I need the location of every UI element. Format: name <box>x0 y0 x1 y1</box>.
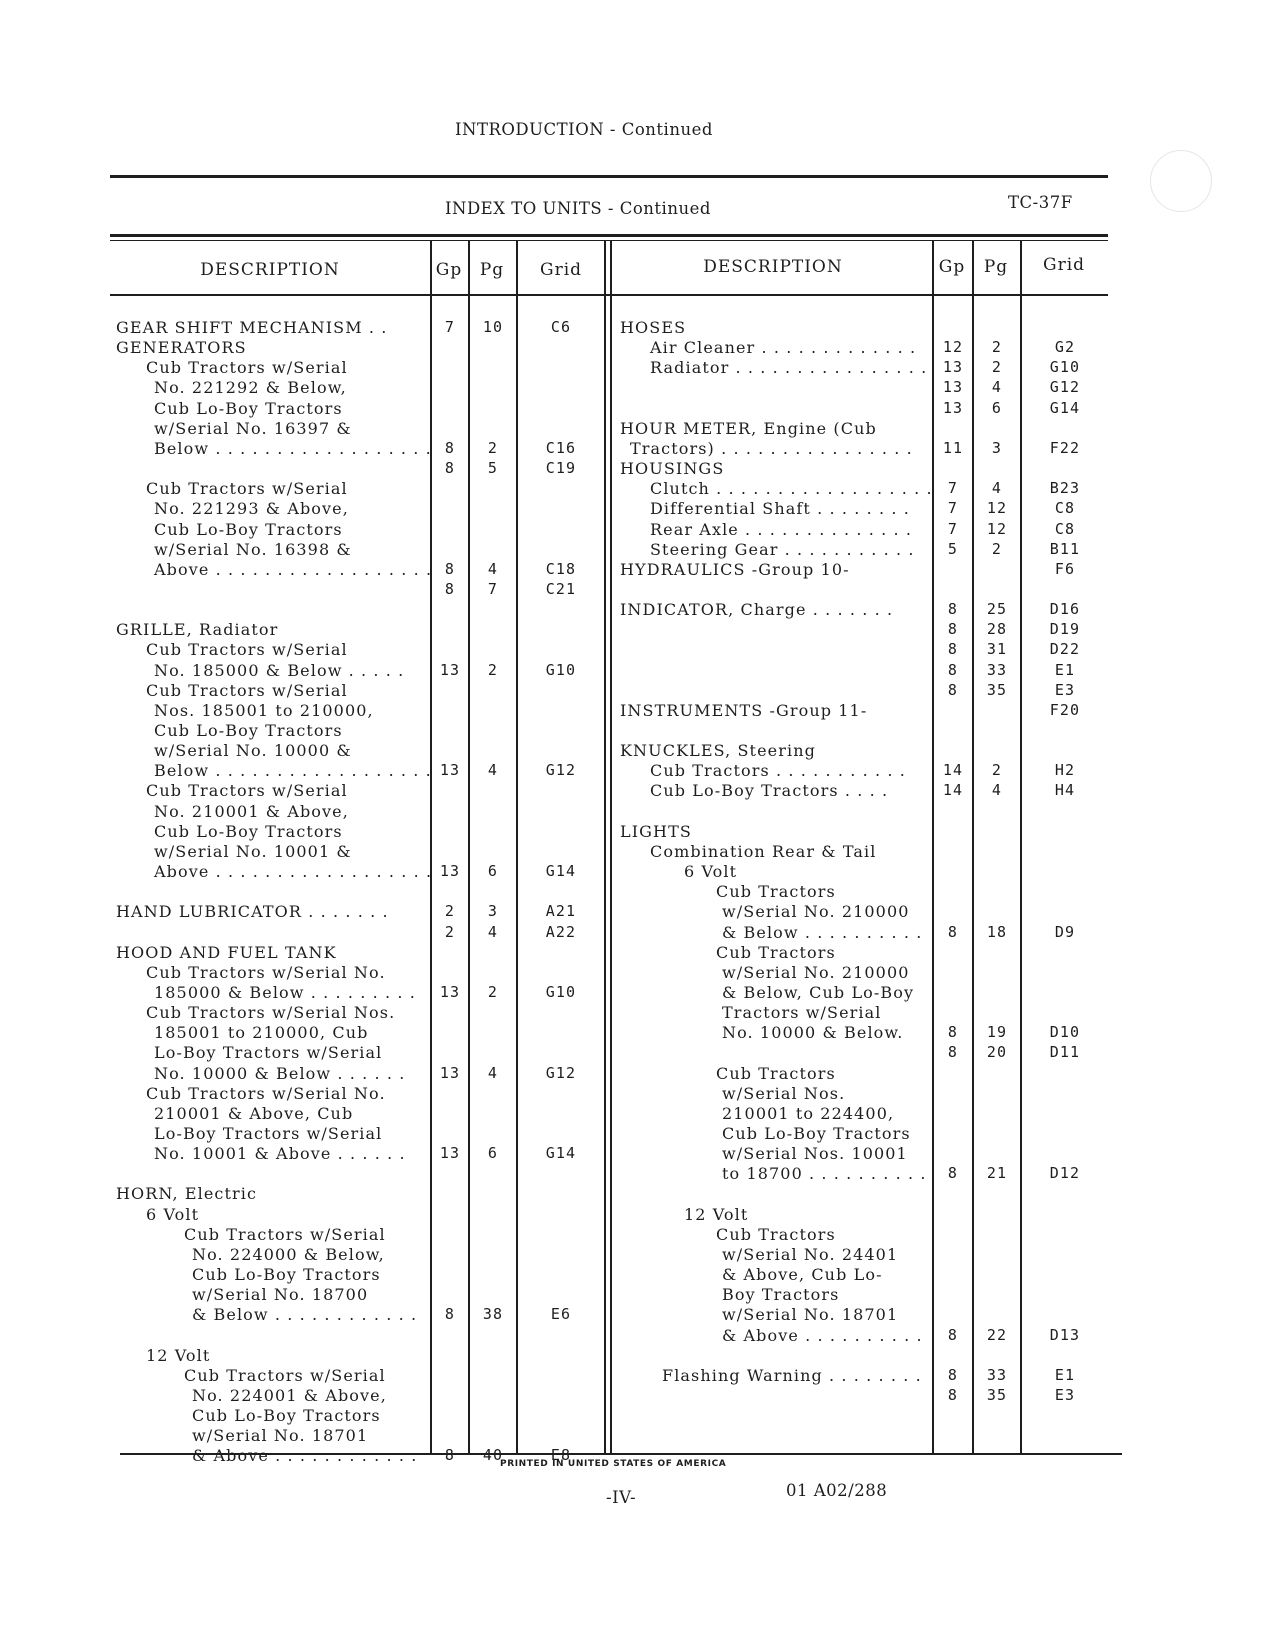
entry-description: No. 10001 & Above . . . . . . <box>154 1144 406 1164</box>
entry-description: 210001 to 224400, <box>722 1103 895 1123</box>
entry-description: & Above . . . . . . . . . . . . <box>192 1446 418 1466</box>
index-row <box>0 599 1275 620</box>
entry-pg: 38 <box>482 1305 504 1324</box>
col-header-gp-left: Gp <box>435 260 463 280</box>
entry-description: w/Serial Nos. <box>722 1083 846 1103</box>
entry-description: Cub Tractors w/Serial <box>146 680 348 700</box>
entry-description: w/Serial No. 16397 & <box>154 418 352 438</box>
entry-description: Tractors) . . . . . . . . . . . . . . . . <box>630 438 913 458</box>
entry-grid: D9 <box>1054 922 1076 941</box>
entry-description: w/Serial No. 24401 <box>722 1244 899 1264</box>
entry-gp: 7 <box>947 519 959 538</box>
index-row <box>0 1425 1275 1446</box>
entry-pg: 19 <box>986 1023 1008 1042</box>
entry-gp: 2 <box>444 902 456 921</box>
col-header-grid-left: Grid <box>539 260 583 280</box>
entry-gp: 8 <box>947 680 959 699</box>
entry-description: w/Serial No. 18700 <box>192 1285 369 1305</box>
entry-pg: 33 <box>986 1365 1008 1384</box>
entry-gp: 8 <box>444 1305 456 1324</box>
entry-grid: G2 <box>1054 338 1076 357</box>
entry-description: No. 10000 & Below . . . . . . <box>154 1063 406 1083</box>
entry-pg: 2 <box>991 539 1003 558</box>
entry-pg: 21 <box>986 1164 1008 1183</box>
entry-grid: D11 <box>1049 1043 1081 1062</box>
entry-pg: 35 <box>986 680 1008 699</box>
entry-gp: 8 <box>444 459 456 478</box>
entry-description: 185000 & Below . . . . . . . . . <box>154 982 416 1002</box>
index-row <box>0 539 1275 560</box>
index-row <box>0 1304 1275 1325</box>
index-row <box>0 1103 1275 1124</box>
entry-description: w/Serial No. 210000 <box>722 962 910 982</box>
top-rule <box>110 175 1108 178</box>
entry-gp: 13 <box>942 358 964 377</box>
entry-grid: D13 <box>1049 1325 1081 1344</box>
entry-description: HYDRAULICS -Group 10- <box>620 559 850 579</box>
entry-gp: 13 <box>942 398 964 417</box>
entry-description: Cub Lo-Boy Tractors <box>192 1265 381 1285</box>
entry-pg: 4 <box>487 922 499 941</box>
entry-gp: 14 <box>942 781 964 800</box>
col-header-gp-right: Gp <box>938 257 966 277</box>
entry-description: Clutch . . . . . . . . . . . . . . . . . . <box>650 479 933 499</box>
index-row <box>0 1284 1275 1305</box>
entry-gp: 8 <box>947 1043 959 1062</box>
entry-description: No. 224001 & Above, <box>192 1385 387 1405</box>
index-row <box>0 1143 1275 1164</box>
col-header-grid-right: Grid <box>1042 255 1086 275</box>
entry-description: Cub Tractors <box>716 942 836 962</box>
entry-grid: C21 <box>545 579 577 598</box>
entry-description: & Below . . . . . . . . . . <box>722 922 923 942</box>
entry-grid: D10 <box>1049 1023 1081 1042</box>
entry-pg: 2 <box>487 982 499 1001</box>
entry-gp: 8 <box>947 600 959 619</box>
entry-grid: F22 <box>1049 438 1081 457</box>
index-row <box>0 1022 1275 1043</box>
index-row <box>0 639 1275 660</box>
entry-description: Cub Tractors . . . . . . . . . . . <box>650 761 906 781</box>
entry-grid: C8 <box>1054 499 1076 518</box>
entry-pg: 3 <box>487 902 499 921</box>
entry-gp: 8 <box>947 640 959 659</box>
entry-gp: 13 <box>439 1144 461 1163</box>
entry-description: & Below . . . . . . . . . . . . <box>192 1305 418 1325</box>
index-row <box>0 579 1275 600</box>
entry-description: GEAR SHIFT MECHANISM . . <box>116 318 388 337</box>
entry-grid: E3 <box>1054 680 1076 699</box>
bleed-through-mark <box>1150 150 1212 212</box>
entry-description: Cub Lo-Boy Tractors . . . . <box>650 781 889 801</box>
entry-pg: 6 <box>487 1144 499 1163</box>
entry-grid: E1 <box>1054 660 1076 679</box>
entry-description: 12 Volt <box>684 1204 749 1224</box>
index-row <box>0 317 1275 338</box>
entry-grid: G10 <box>545 660 577 679</box>
index-row <box>0 680 1275 701</box>
form-number: 01 A02/288 <box>786 1481 888 1500</box>
entry-description: Rear Axle . . . . . . . . . . . . . . <box>650 519 913 539</box>
entry-grid: C6 <box>550 318 572 336</box>
index-row <box>0 418 1275 439</box>
index-row <box>0 1264 1275 1285</box>
entry-gp: 8 <box>947 620 959 639</box>
entry-gp: 12 <box>942 338 964 357</box>
entry-grid: E1 <box>1054 1365 1076 1384</box>
entry-description: Cub Lo-Boy Tractors <box>154 721 343 740</box>
entry-description: GENERATORS <box>116 338 247 358</box>
entry-description: HOUSINGS <box>620 459 725 479</box>
entry-grid: G14 <box>545 1144 577 1163</box>
entry-description: Cub Tractors <box>716 882 836 902</box>
entry-pg: 28 <box>986 620 1008 639</box>
entry-description: Cub Tractors w/Serial <box>146 640 348 660</box>
entry-description: Cub Tractors w/Serial No. <box>146 1083 386 1103</box>
header-bottom-rule <box>110 294 1108 296</box>
entry-gp: 8 <box>444 1446 456 1465</box>
entry-gp: 8 <box>947 1023 959 1042</box>
entry-description: Cub Lo-Boy Tractors <box>154 821 343 841</box>
index-row <box>0 982 1275 1003</box>
index-row <box>0 1183 1275 1204</box>
entry-grid: G10 <box>545 982 577 1001</box>
entry-grid: E3 <box>1054 1385 1076 1404</box>
index-row <box>0 1002 1275 1023</box>
index-row <box>0 1083 1275 1104</box>
entry-description: 185001 to 210000, Cub <box>154 1023 369 1043</box>
entry-description: Cub Lo-Boy Tractors <box>154 398 343 418</box>
index-row <box>0 901 1275 922</box>
entry-pg: 2 <box>991 338 1003 357</box>
entry-description: 6 Volt <box>146 1204 200 1224</box>
entry-description: 210001 & Above, Cub <box>154 1103 354 1123</box>
entry-pg: 35 <box>986 1385 1008 1404</box>
entry-description: No. 210001 & Above, <box>154 801 349 821</box>
index-row <box>0 377 1275 398</box>
index-row <box>0 1244 1275 1265</box>
entry-description: Radiator . . . . . . . . . . . . . . . . <box>650 358 928 378</box>
entry-pg: 4 <box>487 559 499 578</box>
index-row <box>0 519 1275 540</box>
entry-gp: 8 <box>947 1325 959 1344</box>
index-row <box>0 619 1275 640</box>
entry-grid: A22 <box>545 922 577 941</box>
index-row <box>0 1204 1275 1225</box>
entry-pg: 7 <box>487 579 499 598</box>
entry-description: Cub Tractors w/Serial No. <box>146 962 386 982</box>
entry-description: KNUCKLES, Steering <box>620 741 816 761</box>
entry-grid: C18 <box>545 559 577 578</box>
index-row <box>0 962 1275 983</box>
entry-grid: D16 <box>1049 600 1081 619</box>
entry-description: w/Serial No. 10000 & <box>154 741 352 761</box>
printed-notice: PRINTED IN UNITED STATES OF AMERICA <box>500 1459 727 1469</box>
entry-grid: C19 <box>545 459 577 478</box>
entry-gp: 11 <box>942 438 964 457</box>
entry-description: & Above, Cub Lo- <box>722 1265 883 1285</box>
entry-grid: F6 <box>1054 559 1076 578</box>
entry-description: Combination Rear & Tail <box>650 841 877 861</box>
entry-grid: B11 <box>1049 539 1081 558</box>
index-row <box>0 1385 1275 1406</box>
entry-description: No. 185000 & Below . . . . . <box>154 660 405 680</box>
entry-pg: 25 <box>986 600 1008 619</box>
entry-gp: 8 <box>947 1385 959 1404</box>
entry-grid: H2 <box>1054 761 1076 780</box>
index-row <box>0 1325 1275 1346</box>
entry-gp: 13 <box>439 862 461 881</box>
entry-description: Cub Lo-Boy Tractors <box>192 1406 381 1426</box>
entry-grid: G12 <box>545 761 577 780</box>
entry-description: 6 Volt <box>684 862 738 882</box>
entry-description: w/Serial No. 210000 <box>722 902 910 922</box>
entry-description: Cub Tractors w/Serial <box>184 1224 386 1244</box>
entry-grid: E8 <box>550 1446 572 1465</box>
index-row <box>0 559 1275 580</box>
entry-description: Air Cleaner . . . . . . . . . . . . . <box>650 338 917 358</box>
entry-description: Steering Gear . . . . . . . . . . . <box>650 539 915 559</box>
entry-pg: 2 <box>487 660 499 679</box>
table-top-rule-2 <box>110 240 1108 241</box>
index-row <box>0 438 1275 459</box>
entry-description: w/Serial No. 18701 <box>192 1426 369 1446</box>
entry-pg: 12 <box>986 499 1008 518</box>
entry-description: & Below, Cub Lo-Boy <box>722 982 915 1002</box>
entry-description: Cub Tractors <box>716 1224 836 1244</box>
index-row <box>0 942 1275 963</box>
entry-gp: 7 <box>947 479 959 498</box>
entry-gp: 8 <box>947 1164 959 1183</box>
entry-description: No. 224000 & Below, <box>192 1244 385 1264</box>
index-row <box>0 1345 1275 1366</box>
index-row <box>0 740 1275 761</box>
entry-description: w/Serial No. 10001 & <box>154 841 352 861</box>
index-row <box>0 801 1275 822</box>
index-row <box>0 700 1275 721</box>
entry-gp: 8 <box>444 579 456 598</box>
index-row <box>0 1163 1275 1184</box>
entry-description: Nos. 185001 to 210000, <box>154 700 374 720</box>
table-top-rule <box>110 234 1108 237</box>
entry-grid: G14 <box>545 862 577 881</box>
entry-gp: 8 <box>444 438 456 457</box>
entry-pg: 31 <box>986 640 1008 659</box>
col-header-pg-left: Pg <box>479 260 505 280</box>
entry-description: to 18700 . . . . . . . . . . <box>722 1164 927 1184</box>
entry-description: INSTRUMENTS -Group 11- <box>620 700 868 720</box>
entry-description: Boy Tractors <box>722 1285 840 1305</box>
entry-gp: 8 <box>947 660 959 679</box>
entry-gp: 5 <box>947 539 959 558</box>
entry-description: Cub Lo-Boy Tractors <box>154 519 343 539</box>
entry-description: HAND LUBRICATOR . . . . . . . <box>116 902 389 922</box>
col-header-description-left: DESCRIPTION <box>200 260 340 280</box>
entry-description: HOSES <box>620 318 687 337</box>
entry-pg: 6 <box>991 398 1003 417</box>
entry-pg: 2 <box>991 761 1003 780</box>
section-title: INTRODUCTION - Continued <box>455 120 713 139</box>
entry-grid: D19 <box>1049 620 1081 639</box>
entry-grid: E6 <box>550 1305 572 1324</box>
index-row <box>0 1042 1275 1063</box>
index-row <box>0 922 1275 943</box>
entry-description: Below . . . . . . . . . . . . . . . . . . <box>154 761 432 781</box>
entry-pg: 5 <box>487 459 499 478</box>
entry-grid: D12 <box>1049 1164 1081 1183</box>
col-header-pg-right: Pg <box>983 257 1009 277</box>
entry-description: Cub Tractors w/Serial <box>146 781 348 801</box>
index-row <box>0 841 1275 862</box>
entry-gp: 8 <box>947 1365 959 1384</box>
entry-description: Differential Shaft . . . . . . . . <box>650 499 910 519</box>
index-row <box>0 478 1275 499</box>
index-row <box>0 861 1275 882</box>
entry-description: Above . . . . . . . . . . . . . . . . . . <box>154 559 433 579</box>
doc-code: TC-37F <box>1008 193 1073 212</box>
entry-pg: 6 <box>487 862 499 881</box>
entry-gp: 13 <box>942 378 964 397</box>
entry-pg: 4 <box>991 781 1003 800</box>
entry-description: HORN, Electric <box>116 1184 258 1204</box>
entry-grid: G12 <box>1049 378 1081 397</box>
entry-description: Cub Tractors w/Serial <box>146 358 348 378</box>
entry-gp: 13 <box>439 982 461 1001</box>
entry-description: Cub Tractors w/Serial <box>146 479 348 499</box>
entry-description: Flashing Warning . . . . . . . . <box>662 1365 922 1385</box>
entry-pg: 18 <box>986 922 1008 941</box>
entry-description: HOUR METER, Engine (Cub <box>620 418 877 438</box>
entry-description: Lo-Boy Tractors w/Serial <box>154 1043 383 1063</box>
entry-description: Cub Tractors w/Serial <box>184 1365 386 1385</box>
index-row <box>0 357 1275 378</box>
entry-description: No. 221293 & Above, <box>154 499 349 519</box>
index-row <box>0 1365 1275 1386</box>
index-row <box>0 1405 1275 1426</box>
entry-pg: 2 <box>991 358 1003 377</box>
index-row <box>0 1123 1275 1144</box>
entry-description: Lo-Boy Tractors w/Serial <box>154 1124 383 1143</box>
index-row <box>0 660 1275 681</box>
entry-pg: 22 <box>986 1325 1008 1344</box>
entry-grid: D22 <box>1049 640 1081 659</box>
entry-description: No. 221292 & Below, <box>154 378 347 398</box>
entry-description: Cub Tractors <box>716 1063 836 1083</box>
index-row <box>0 760 1275 781</box>
entry-grid: B23 <box>1049 479 1081 498</box>
entry-description: INDICATOR, Charge . . . . . . . <box>620 600 894 620</box>
index-row <box>0 337 1275 358</box>
entry-pg: 2 <box>487 438 499 457</box>
entry-grid: G10 <box>1049 358 1081 377</box>
entry-pg: 4 <box>487 761 499 780</box>
entry-pg: 4 <box>487 1063 499 1082</box>
entry-grid: C16 <box>545 438 577 457</box>
entry-description: w/Serial No. 18701 <box>722 1305 899 1325</box>
entry-grid: C8 <box>1054 519 1076 538</box>
entry-pg: 12 <box>986 519 1008 538</box>
entry-gp: 8 <box>444 559 456 578</box>
entry-gp: 13 <box>439 660 461 679</box>
entry-description: w/Serial No. 16398 & <box>154 539 352 559</box>
entry-description: HOOD AND FUEL TANK <box>116 942 337 962</box>
index-row <box>0 498 1275 519</box>
entry-gp: 14 <box>942 761 964 780</box>
page-number: -IV- <box>606 1488 637 1507</box>
entry-description: No. 10000 & Below. <box>722 1023 904 1043</box>
entry-description: 12 Volt <box>146 1345 211 1365</box>
index-row <box>0 1224 1275 1245</box>
index-row <box>0 821 1275 842</box>
entry-grid: A21 <box>545 902 577 921</box>
entry-grid: G14 <box>1049 398 1081 417</box>
entry-grid: H4 <box>1054 781 1076 800</box>
entry-pg: 40 <box>482 1446 504 1465</box>
entry-description: & Above . . . . . . . . . . <box>722 1325 923 1345</box>
entry-gp: 8 <box>947 922 959 941</box>
index-row <box>0 398 1275 419</box>
entry-pg: 3 <box>991 438 1003 457</box>
entry-description: Cub Lo-Boy Tractors <box>722 1124 911 1143</box>
entry-description: Cub Tractors w/Serial Nos. <box>146 1003 396 1023</box>
index-row <box>0 881 1275 902</box>
entry-gp: 13 <box>439 1063 461 1082</box>
entry-description: Above . . . . . . . . . . . . . . . . . . <box>154 862 433 882</box>
entry-description: Below . . . . . . . . . . . . . . . . . . <box>154 438 432 458</box>
entry-description: w/Serial Nos. 10001 <box>722 1144 908 1164</box>
col-header-description-right: DESCRIPTION <box>703 257 843 277</box>
entry-gp: 7 <box>947 499 959 518</box>
index-row <box>0 720 1275 741</box>
entry-pg: 4 <box>991 378 1003 397</box>
entry-pg: 20 <box>986 1043 1008 1062</box>
index-row <box>0 1063 1275 1084</box>
entry-description: LIGHTS <box>620 821 692 841</box>
entry-gp: 13 <box>439 761 461 780</box>
entry-grid: F20 <box>1049 700 1081 719</box>
entry-pg: 4 <box>991 479 1003 498</box>
entry-pg: 33 <box>986 660 1008 679</box>
index-row <box>0 780 1275 801</box>
index-row <box>0 458 1275 479</box>
entry-description: Tractors w/Serial <box>722 1003 882 1023</box>
entry-gp: 7 <box>444 318 456 336</box>
entry-pg: 10 <box>482 318 504 336</box>
entry-grid: G12 <box>545 1063 577 1082</box>
table-title: INDEX TO UNITS - Continued <box>445 199 711 218</box>
entry-description: GRILLE, Radiator <box>116 620 279 640</box>
entry-gp: 2 <box>444 922 456 941</box>
